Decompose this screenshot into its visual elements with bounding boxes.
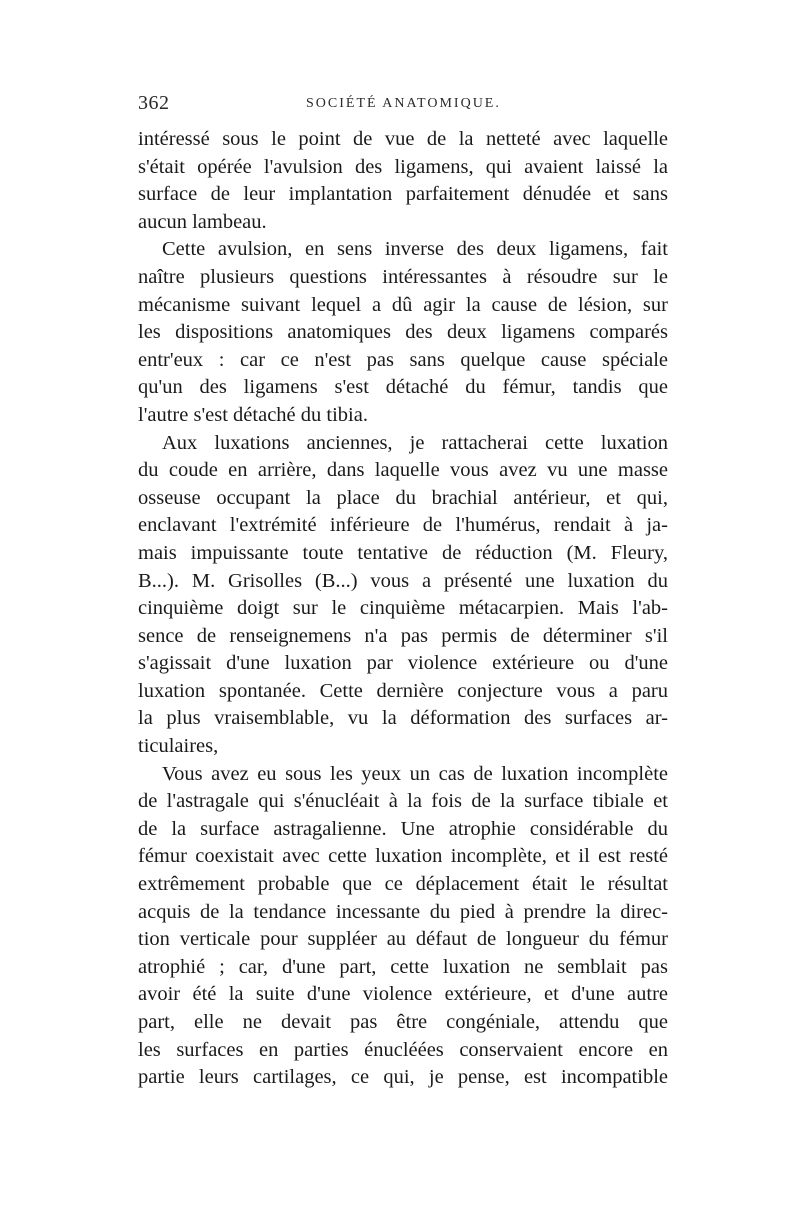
text-line: mécanisme suivant lequel a dû agir la cause de lésion, sur bbox=[138, 293, 668, 316]
body-text bbox=[138, 126, 668, 1092]
paragraph bbox=[138, 236, 668, 429]
text-line: Cette avulsion, en sens inverse des deux ligamens, fait bbox=[162, 238, 668, 261]
text-line: du coude en arrière, dans laquelle vous avez vu une masse bbox=[138, 459, 668, 482]
page-number: 362 bbox=[138, 92, 170, 114]
text-line: la plus vraisemblable, vu la déformation des surfaces ar- bbox=[138, 707, 668, 730]
text-line: enclavant l'extrémité inférieure de l'humérus, rendait à ja- bbox=[138, 514, 668, 537]
running-title: SOCIÉTÉ ANATOMIQUE. bbox=[306, 96, 501, 111]
text-line: tion verticale pour suppléer au défaut de longueur du fémur bbox=[138, 928, 668, 951]
paragraph bbox=[138, 430, 668, 761]
text-line: ticulaires, bbox=[138, 735, 219, 758]
text-line: Vous avez eu sous les yeux un cas de luxation incomplète bbox=[162, 762, 668, 785]
text-line: luxation spontanée. Cette dernière conjecture vous a paru bbox=[138, 679, 668, 702]
text-line: les surfaces en parties énucléées conservaient encore en bbox=[138, 1038, 668, 1061]
text-line: s'agissait d'une luxation par violence extérieure ou d'une bbox=[138, 652, 668, 675]
text-line: aucun lambeau. bbox=[138, 210, 267, 233]
text-line: avoir été la suite d'une violence extérieure, et d'une autre bbox=[138, 983, 668, 1006]
text-line: l'autre s'est détaché du tibia. bbox=[138, 403, 368, 426]
text-line: mais impuissante toute tentative de réduction (M. Fleury, bbox=[138, 541, 668, 564]
text-line: entr'eux : car ce n'est pas sans quelque cause spéciale bbox=[138, 348, 668, 371]
text-line: part, elle ne devait pas être congéniale, attendu que bbox=[138, 1011, 668, 1033]
text-line: cinquième doigt sur le cinquième métacarpien. Mais l'ab- bbox=[138, 597, 668, 620]
text-line: B...). M. Grisolles (B...) vous a présenté une luxation du bbox=[138, 569, 668, 592]
text-line: fémur coexistait avec cette luxation incomplète, et il est resté bbox=[138, 845, 668, 868]
text-line: partie leurs cartilages, ce qui, je pense, est incompatible bbox=[138, 1066, 668, 1089]
text-line: acquis de la tendance incessante du pied à prendre la direc- bbox=[138, 900, 668, 923]
text-line: sence de renseignemens n'a pas permis de déterminer s'il bbox=[138, 624, 668, 647]
text-line: Aux luxations anciennes, je rattacherai cette luxation bbox=[162, 431, 668, 454]
text-line: extrêmement probable que ce déplacement était le résultat bbox=[138, 873, 668, 896]
paragraph bbox=[138, 126, 668, 236]
text-line: naître plusieurs questions intéressantes à résoudre sur le bbox=[138, 265, 668, 288]
text-line: de l'astragale qui s'énucléait à la fois de la surface tibiale et bbox=[138, 790, 668, 813]
text-line: intéressé sous le point de vue de la netteté avec laquelle bbox=[138, 128, 668, 150]
text-line: qu'un des ligamens s'est détaché du fémur, tandis que bbox=[138, 376, 668, 399]
running-header bbox=[138, 92, 670, 118]
text-line: les dispositions anatomiques des deux ligamens comparés bbox=[138, 321, 668, 344]
text-line: osseuse occupant la place du brachial antérieur, et qui, bbox=[138, 486, 668, 509]
text-line: de la surface astragalienne. Une atrophie considérable du bbox=[138, 817, 668, 840]
text-line: surface de leur implantation parfaitement dénudée et sans bbox=[138, 183, 668, 206]
paragraph bbox=[138, 761, 668, 1092]
text-line: atrophié ; car, d'une part, cette luxation ne semblait pas bbox=[138, 955, 668, 978]
text-line: s'était opérée l'avulsion des ligamens, qui avaient laissé la bbox=[138, 155, 668, 178]
